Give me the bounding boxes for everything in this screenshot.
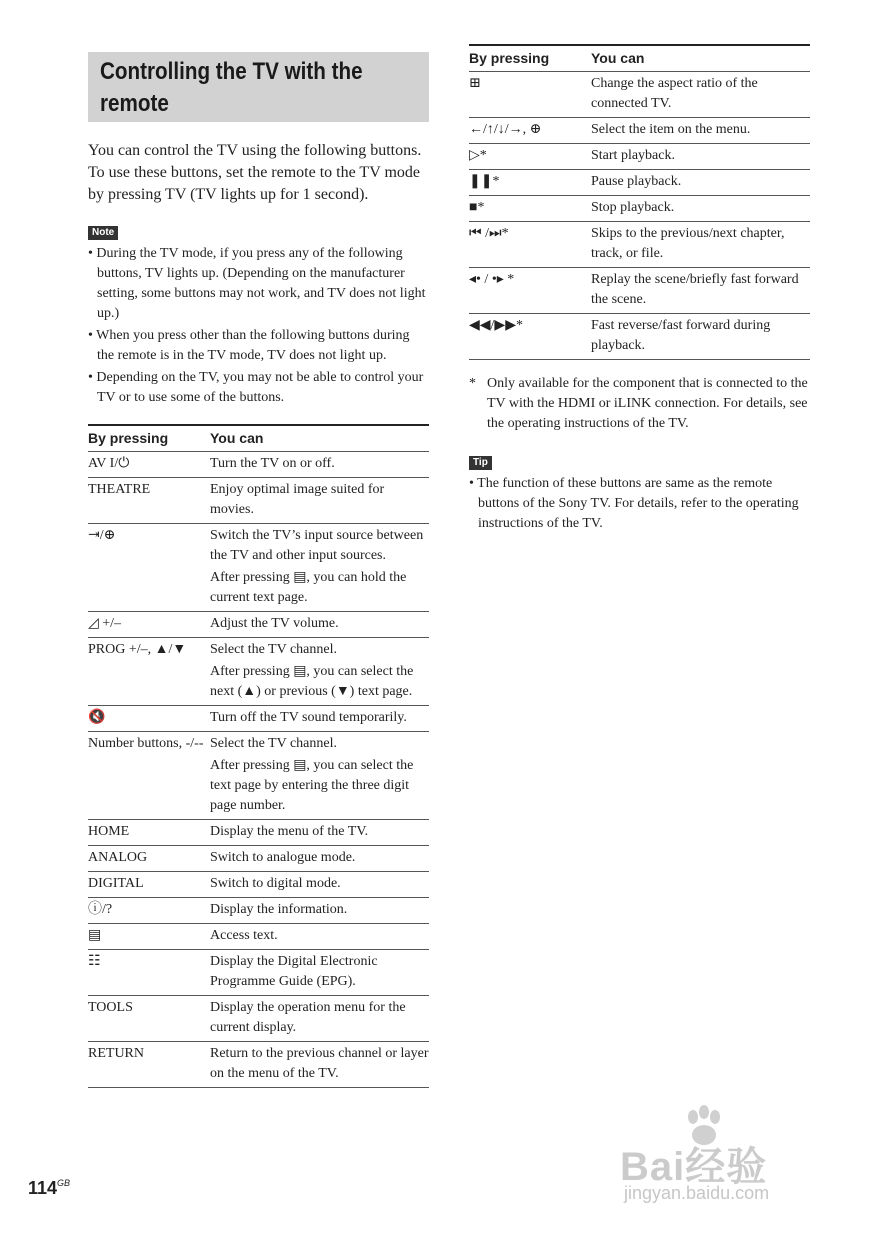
description-cell xyxy=(210,706,429,732)
button-name-cell: TOOLS xyxy=(88,996,210,1042)
button-name-cell: ◂• / •▸ * xyxy=(469,268,591,314)
table-row xyxy=(469,72,810,118)
table-row xyxy=(469,170,810,196)
description-text: Switch to digital mode. xyxy=(210,876,341,891)
description-text: Stop playback. xyxy=(591,200,675,215)
button-name-cell: ANALOG xyxy=(88,846,210,872)
description-text: Access text. xyxy=(210,928,278,943)
tip-item: • The function of these buttons are same as the remote buttons of the Sony TV. For details, refer to the operating instructions of the TV. xyxy=(469,474,810,534)
button-name-cell: DIGITAL xyxy=(88,872,210,898)
description-cell xyxy=(591,144,810,170)
description-cell xyxy=(210,846,429,872)
description-cell xyxy=(210,820,429,846)
button-name-cell: ⓘ/? xyxy=(88,898,210,924)
description-text: Start playback. xyxy=(591,148,675,163)
description-text: Change the aspect ratio of the connected TV. xyxy=(591,76,758,111)
button-name-cell: ▤ xyxy=(88,924,210,950)
table-row xyxy=(469,144,810,170)
button-name-cell: ☷ xyxy=(88,950,210,996)
description-text: Select the item on the menu. xyxy=(591,122,751,137)
table-row xyxy=(88,898,429,924)
button-name-cell: ←/↑/↓/→, ⊕ xyxy=(469,118,591,144)
controls-table-right xyxy=(469,44,810,360)
table-row xyxy=(469,196,810,222)
description-cell xyxy=(210,1042,429,1088)
description-cell xyxy=(210,612,429,638)
button-name-cell: ◿ +/– xyxy=(88,612,210,638)
description-text: Return to the previous channel or layer on the menu of the TV. xyxy=(210,1046,429,1081)
description-text: Switch the TV’s input source between the TV and other input sources. xyxy=(210,528,424,563)
page-number-suffix: GB xyxy=(57,1178,71,1188)
description-cell xyxy=(591,222,810,268)
description-cell xyxy=(591,118,810,144)
description-text: Replay the scene/briefly fast forward the scene. xyxy=(591,272,799,307)
button-name-cell: ⇥/⊕ xyxy=(88,524,210,612)
button-name-cell: ▷* xyxy=(469,144,591,170)
description-cell xyxy=(210,924,429,950)
description-text: Adjust the TV volume. xyxy=(210,616,339,631)
table-row xyxy=(469,222,810,268)
description-cell xyxy=(210,732,429,820)
page-title: Controlling the TV with the remote xyxy=(100,58,363,117)
description-text: Select the TV channel. xyxy=(210,736,337,751)
tip-label: Tip xyxy=(469,456,492,470)
note-item: • During the TV mode, if you press any of the following buttons, TV lights up. (Depending on the manufacturer setting, some buttons may not work, and TV does not light up.) xyxy=(88,244,429,324)
description-text: Turn the TV on or off. xyxy=(210,456,335,471)
button-name-cell: ⏮ /⏭* xyxy=(469,222,591,268)
table-row xyxy=(88,924,429,950)
description-cell xyxy=(591,72,810,118)
header-by-pressing: By pressing xyxy=(469,45,591,72)
header-you-can: You can xyxy=(591,45,810,72)
button-name-cell: AV I/⏻ xyxy=(88,452,210,478)
description-text: Skips to the previous/next chapter, track, or file. xyxy=(591,226,785,261)
button-name-cell: ❚❚* xyxy=(469,170,591,196)
controls-table-left xyxy=(88,424,429,1088)
button-name-cell: THEATRE xyxy=(88,478,210,524)
description-text: Enjoy optimal image suited for movies. xyxy=(210,482,385,517)
watermark-text: Bai经验 xyxy=(620,1145,768,1189)
table-row xyxy=(88,996,429,1042)
section-title-box xyxy=(88,52,429,122)
description-cell xyxy=(210,452,429,478)
button-name-cell: HOME xyxy=(88,820,210,846)
description-subtext: After pressing ▤, you can hold the current text page. xyxy=(210,570,407,605)
table-row xyxy=(88,950,429,996)
description-cell xyxy=(591,196,810,222)
table-row xyxy=(88,524,429,612)
button-name-cell: 🔇 xyxy=(88,706,210,732)
button-name-cell: ■* xyxy=(469,196,591,222)
table-row xyxy=(88,846,429,872)
table-row xyxy=(88,872,429,898)
description-cell xyxy=(591,170,810,196)
description-cell xyxy=(591,268,810,314)
table-row xyxy=(469,268,810,314)
watermark xyxy=(620,1105,830,1215)
header-you-can: You can xyxy=(210,425,429,452)
table-row xyxy=(469,314,810,360)
button-name-cell: ⊞ xyxy=(469,72,591,118)
description-cell xyxy=(210,638,429,706)
button-name-cell: ◀◀/▶▶* xyxy=(469,314,591,360)
description-text: Turn off the TV sound temporarily. xyxy=(210,710,407,725)
table-row xyxy=(88,706,429,732)
table-row xyxy=(88,478,429,524)
tip-list xyxy=(469,474,810,534)
description-subtext: After pressing ▤, you can select the text page by entering the three digit page number. xyxy=(210,758,414,813)
page-number-value: 114 xyxy=(28,1178,58,1198)
description-cell xyxy=(210,996,429,1042)
footnote-mark: * xyxy=(469,376,476,391)
description-text: Display the menu of the TV. xyxy=(210,824,369,839)
page-number xyxy=(28,1178,70,1199)
description-cell xyxy=(210,898,429,924)
note-label: Note xyxy=(88,226,118,240)
table-row xyxy=(88,638,429,706)
description-text: Fast reverse/fast forward during playback. xyxy=(591,318,771,353)
description-subtext: After pressing ▤, you can select the next (▲) or previous (▼) text page. xyxy=(210,664,414,699)
description-text: Display the information. xyxy=(210,902,348,917)
watermark-url: jingyan.baidu.com xyxy=(624,1183,770,1203)
button-name-cell: PROG +/–, ▲/▼ xyxy=(88,638,210,706)
description-text: Display the operation menu for the current display. xyxy=(210,1000,406,1035)
button-name-cell: RETURN xyxy=(88,1042,210,1088)
table-row xyxy=(88,612,429,638)
button-name-cell: Number buttons, -/-- xyxy=(88,732,210,820)
footnote xyxy=(469,374,810,434)
description-cell xyxy=(210,950,429,996)
left-column xyxy=(88,52,429,1088)
description-text: Display the Digital Electronic Programme Guide (EPG). xyxy=(210,954,378,989)
description-cell xyxy=(591,314,810,360)
header-by-pressing: By pressing xyxy=(88,425,210,452)
description-text: Select the TV channel. xyxy=(210,642,337,657)
table-row xyxy=(88,820,429,846)
note-item: • Depending on the TV, you may not be able to control your TV or to use some of the buttons. xyxy=(88,368,429,408)
description-cell xyxy=(210,524,429,612)
description-text: Switch to analogue mode. xyxy=(210,850,356,865)
intro-paragraph: You can control the TV using the following buttons. To use these buttons, set the remote to the TV mode by pressing TV (TV lights up for 1 second). xyxy=(88,142,422,203)
table-row xyxy=(88,1042,429,1088)
description-cell xyxy=(210,478,429,524)
note-item: • When you press other than the following buttons during the remote is in the TV mode, TV does not light up. xyxy=(88,326,429,366)
description-cell xyxy=(210,872,429,898)
note-list xyxy=(88,244,429,408)
description-text: Pause playback. xyxy=(591,174,682,189)
right-column xyxy=(469,44,810,536)
table-row xyxy=(88,452,429,478)
table-row xyxy=(469,118,810,144)
table-row xyxy=(88,732,429,820)
footnote-text: Only available for the component that is connected to the TV with the HDMI or iLINK connection. For details, see the operating instructions of the TV. xyxy=(487,376,808,431)
